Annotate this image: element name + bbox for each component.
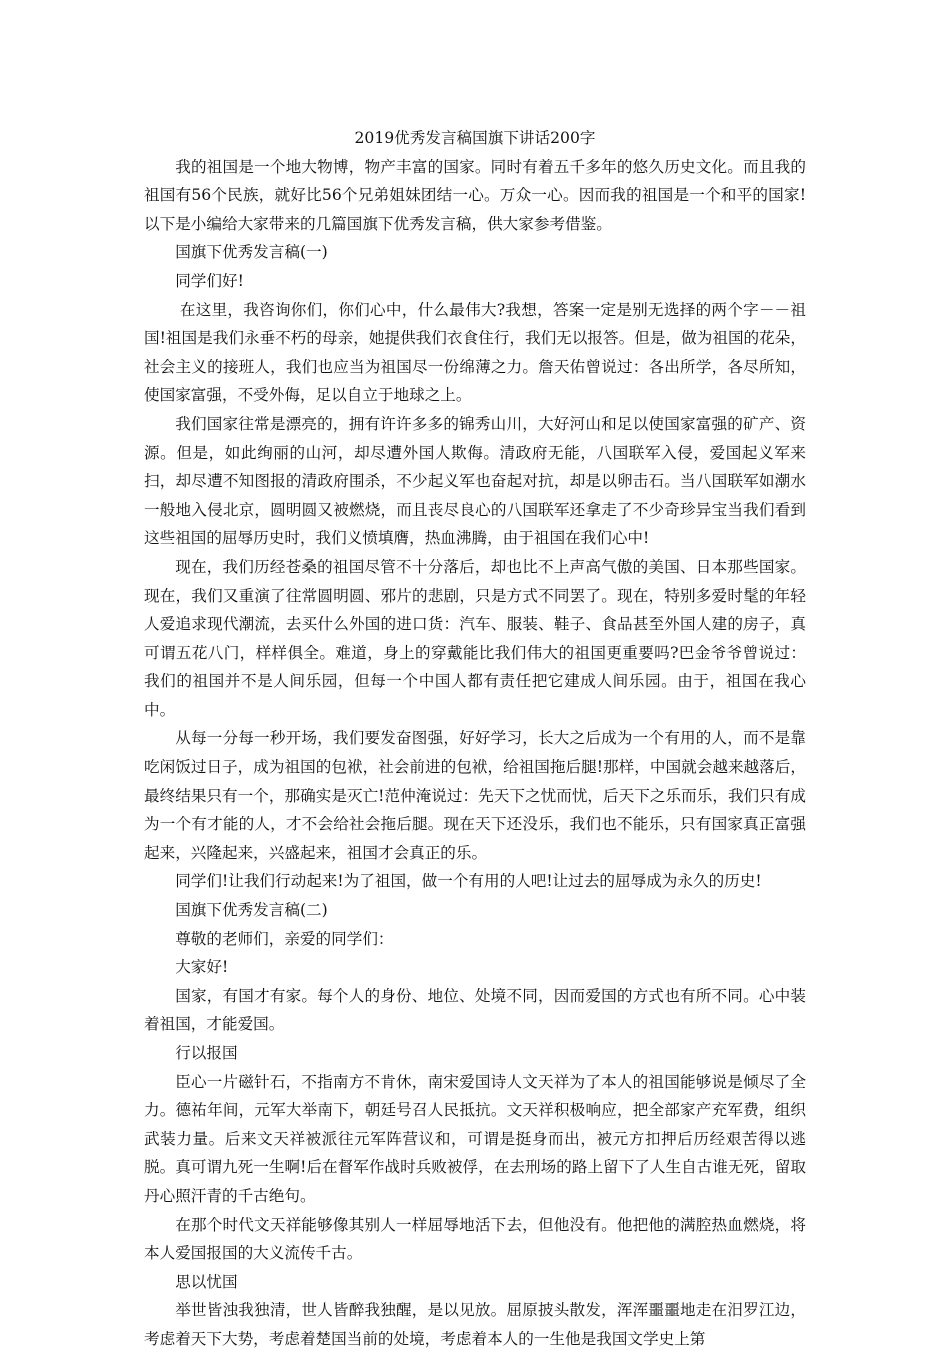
section-heading-two: 国旗下优秀发言稿(二) (175, 901, 328, 920)
document-page (144, 124, 806, 1354)
body-paragraph: 国家，有国才有家。每个人的身份、地位、处境不同，因而爱国的方式也有所不同。心中装着祖国，才能爱国。 (144, 986, 806, 1034)
body-paragraph: 臣心一片磁针石，不指南方不肯休，南宋爱国诗人文天祥为了本人的祖国能够说是倾尽了全力。德祐年间，元军大举南下，朝廷号召人民抵抗。文天祥积极响应，把全部家产充军费，组织武装力量。后来文天祥被派往元军阵营议和，可谓是挺身而出，被元方扣押后历经艰苦得以逃脱。真可谓九死一生啊!后在督军作战时兵败被俘，在去刑场的路上留下了人生自古谁无死，留取丹心照汗青的千古绝句。 (144, 1072, 806, 1205)
subheading-paragraph: 行以报国 (175, 1044, 238, 1062)
body-paragraph: 现在，我们历经苍桑的祖国尽管不十分落后，却也比不上声高气傲的美国、日本那些国家。现在，我们又重演了往常圆明圆、邪片的悲剧，只是方式不同罢了。现在，特别多爱时髦的年轻人爱追求现代潮流，去买什么外国的进口货：汽车、服装、鞋子、食品甚至外国人建的房子，真可谓五花八门，样样俱全。难道，身上的穿戴能比我们伟大的祖国更重要吗?巴金爷爷曾说过：我们的祖国并不是人间乐园，但每一个中国人都有责任把它建成人间乐园。由于，祖国在我心中。 (144, 557, 806, 719)
greeting-paragraph: 大家好! (175, 958, 229, 977)
intro-paragraph: 我的祖国是一个地大物博，物产丰富的国家。同时有着五千多年的悠久历史文化。而且我的祖国有56个民族，就好比56个兄弟姐妹团结一心。万众一心。因而我的祖国是一个和平的国家!以下是小编给大家带来的几篇国旗下优秀发言稿，供大家参考借鉴。 (144, 157, 806, 233)
salutation-paragraph: 尊敬的老师们，亲爱的同学们： (175, 929, 394, 948)
body-paragraph: 在那个时代文天祥能够像其别人一样屈辱地活下去，但他没有。他把他的满腔热血燃烧，将本人爱国报国的大义流传千古。 (144, 1215, 806, 1263)
subheading-paragraph: 思以忧国 (175, 1272, 238, 1291)
body-paragraph: 从每一分每一秒开场，我们要发奋图强，好好学习，长大之后成为一个有用的人，而不是靠吃闲饭过日子，成为祖国的包袱，社会前进的包袱，给祖国拖后腿!那样，中国就会越来越落后，最终结果只有一个，那确实是灭亡!范仲淹说过：先天下之忧而忧，后天下之乐而乐，我们只有成为一个有才能的人，才不会给社会拖后腿。现在天下还没乐，我们也不能乐，只有国家真正富强起来，兴隆起来，兴盛起来，祖国才会真正的乐。 (144, 729, 806, 862)
document-title: 2019优秀发言稿国旗下讲话200字 (354, 129, 596, 147)
body-paragraph: 举世皆浊我独清，世人皆醉我独醒，是以见放。屈原披头散发，浑浑噩噩地走在汨罗江边，考虑着天下大势，考虑着楚国当前的处境，考虑着本人的一生他是我国文学史上第 (144, 1301, 806, 1348)
greeting-paragraph: 同学们好! (175, 271, 244, 290)
body-paragraph: 在这里，我咨询你们，你们心中，什么最伟大?我想，答案一定是别无选择的两个字－－祖国!祖国是我们永垂不朽的母亲，她提供我们衣食住行，我们无以报答。但是，做为祖国的花朵，社会主义的接班人，我们也应当为祖国尽一份绵薄之力。詹天佑曾说过：各出所学，各尽所知，使国家富强，不受外侮，足以自立于地球之上。 (144, 300, 806, 405)
body-paragraph: 同学们!让我们行动起来!为了祖国，做一个有用的人吧!让过去的屈辱成为永久的历史! (175, 872, 762, 891)
body-paragraph: 我们国家往常是漂亮的，拥有许许多多的锦秀山川，大好河山和足以使国家富强的矿产、资源。但是，如此绚丽的山河，却尽遭外国人欺侮。清政府无能，八国联军入侵，爱国起义军来扫，却尽遭不知图报的清政府围杀，不少起义军也奋起对抗，却是以卵击石。当八国联军如潮水一般地入侵北京，圆明圆又被燃烧，而且丧尽良心的八国联军还拿走了不少奇珍异宝当我们看到这些祖国的屈辱历史时，我们义愤填膺，热血沸腾，由于祖国在我们心中! (144, 414, 806, 548)
section-heading-one: 国旗下优秀发言稿(一) (175, 243, 328, 262)
